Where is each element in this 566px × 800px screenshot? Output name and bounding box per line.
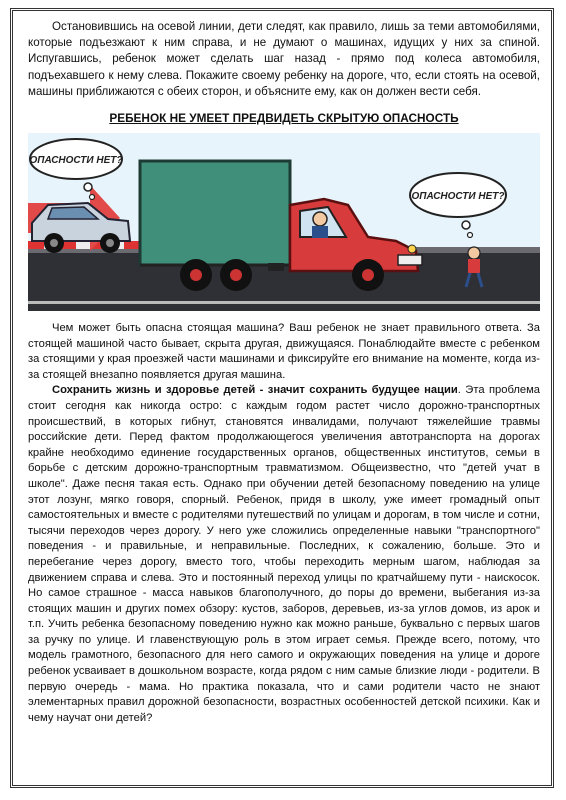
- illustration-svg: [28, 133, 540, 311]
- page-border: [10, 8, 554, 788]
- paragraph-1: Чем может быть опасна стоящая машина? Ваш ребенок не знает правильного ответа. За стоящей машиной часто бывает, скрыта другая, движущаяся. Понаблюдайте вместе с ребенком за стоящими у края проезжей части машинами и фиксируйте его внимание на моменте, когда из-за стоящей внезапно появляется другая машина.: [28, 322, 540, 381]
- page-content: [28, 19, 540, 789]
- lane-line: [28, 301, 540, 304]
- road-illustration: [28, 133, 540, 311]
- intro-paragraph: Остановившись на осевой линии, дети следят, как правило, лишь за теми автомобилями, которые подъезжают к ним справа, и не думают о машинах, идущих у них за спиной. Испугавшись, ребенок может сделать шаг назад - прямо под колеса автомобиля, подъехавшего к нему слева. Покажите своему ребенку на дороге, что, если стоять на осевой, машины приближаются с обеих сторон, и объясните ему, как он должен вести себя.: [28, 20, 540, 98]
- section-heading: РЕБЕНОК НЕ УМЕЕТ ПРЕДВИДЕТЬ СКРЫТУЮ ОПАСНОСТЬ: [109, 111, 459, 126]
- bubble-right-text: ОПАСНОСТИ НЕТ?: [411, 191, 505, 203]
- paragraph-2: [28, 383, 540, 726]
- paragraph-2-bold: Сохранить жизнь и здоровье детей - значит сохранить будущее нации: [52, 384, 458, 397]
- bubble-left-text: ОПАСНОСТИ НЕТ?: [29, 155, 123, 167]
- paragraph-2-text: . Эта проблема стоит сегодня как никогда остро: с каждым годом растет число дорожно-транспортных происшествий, в которых гибнут, становятся инвалидами, получают тяжелейшие травмы российские дети. Перед фактом продолжающегося увеличения автотранспорта на дорогах крайне необходимо единение государственных органов, общественных институтов, семьи в борьбе с детским дорожно-транспортным травматизмом. Общеизвестно, что "детей учат в школе". Даже песня такая есть. Однако при обучении детей безопасному поведению на улице этот лозунг, мягко говоря, спорный. Ребенок, придя в школу, уже имеет громадный опыт самостоятельных и вместе с родителями путешествий по улицам и дорогам, в том числе и сотни, тысячи переходов через дорогу. У него уже сложились определенные навыки "транспортного" поведения - и правильные, и неправильные. Последних, к сожалению, больше. Это и перебегание через дорогу, вместо того, чтобы переходить мерным шагом, наблюдая за движением справа и слева. Это и постоянный переход улицы по кратчайшему пути - наискосок. Но самое страшное - масса навыков благополучного, до поры до времени, выбегания из-за стоящих машин и других помех обзору: кустов, заборов, деревьев, из-за углов домов, из арок и т.п. Учить ребенка безопасному поведению нужно как можно раньше, буквально с первых шагов за ручку по улице. И главенствующую роль в этом играет семья. Прежде всего, потому, что модель грамотного, безопасного для него самого и окружающих поведения на улице и дороге ребенок усваивает в дошкольном возрасте, когда рядом с ним самые близкие люди - родители. В первую очередь - мама. Но практика показала, что и сами родители часто не знают элементарных правил дорожной безопасности, возрастных особенностей детской психики. Как и чему научат они детей?: [28, 384, 541, 724]
